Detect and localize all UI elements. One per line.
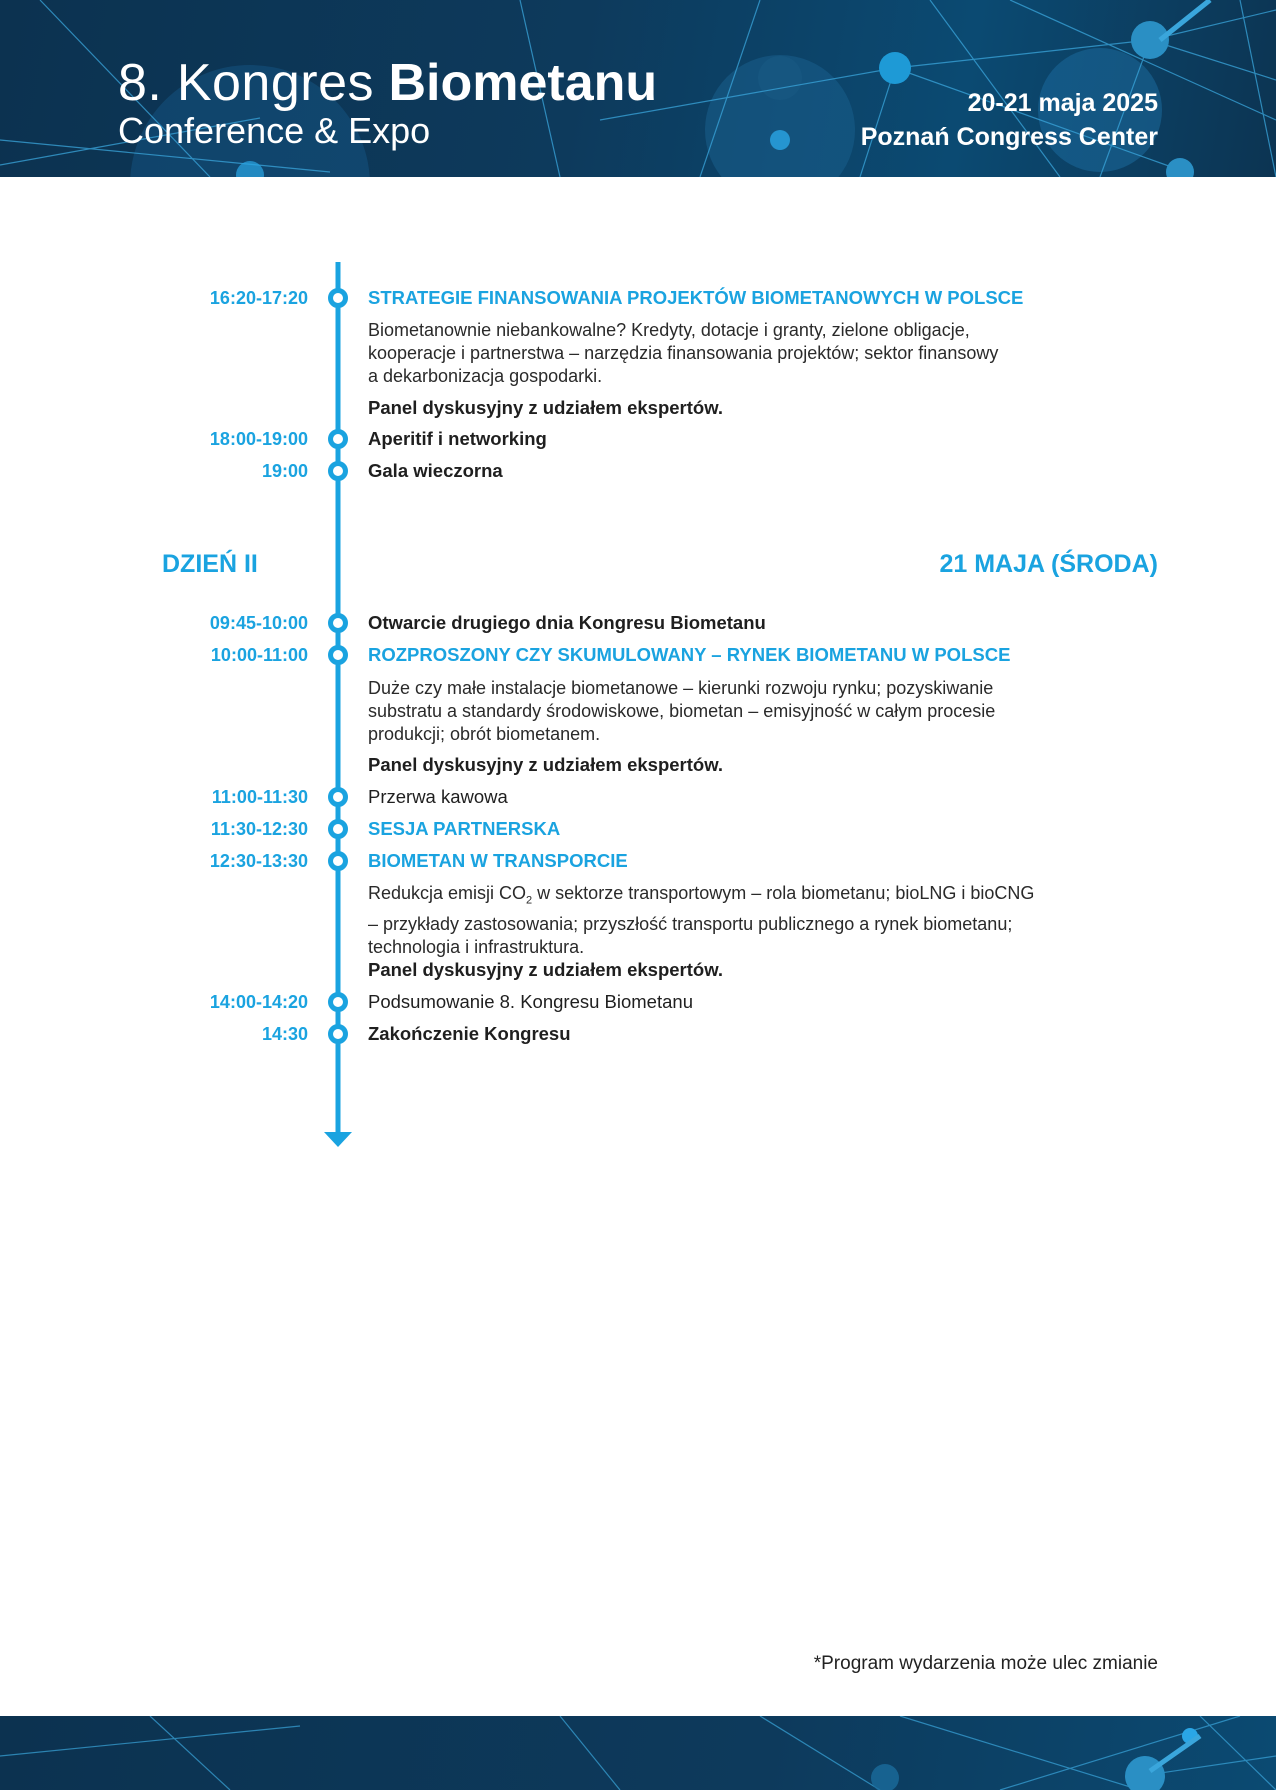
panel-note: Panel dyskusyjny z udziałem ekspertów. xyxy=(368,397,724,418)
agenda-title: Otwarcie drugiego dnia Kongresu Biometanu xyxy=(368,612,766,633)
agenda-title: Gala wieczorna xyxy=(368,460,503,481)
agenda-description xyxy=(368,882,1148,959)
event-dates: 20-21 maja 2025 xyxy=(967,89,1158,117)
panel-note: Panel dyskusyjny z udziałem ekspertów. xyxy=(368,959,724,980)
agenda-time: 12:30-13:30 xyxy=(209,851,308,871)
agenda-time: 16:20-17:20 xyxy=(209,288,308,308)
timeline-dot xyxy=(328,851,348,871)
description-line: substratu a standardy środowiskowe, biometan – emisyjność w całym procesie xyxy=(368,701,996,721)
timeline-dot xyxy=(328,429,348,449)
timeline-dot xyxy=(328,787,348,807)
timeline-dot xyxy=(328,1024,348,1044)
agenda-title: SESJA PARTNERSKA xyxy=(368,818,561,839)
timeline-dot xyxy=(328,288,348,308)
congress-word: Kongres xyxy=(176,54,375,112)
description-text: w sektorze transportowym – rola biometanu; bioLNG i bioCNG xyxy=(532,883,1035,903)
day-label: DZIEŃ II xyxy=(162,550,258,578)
footer-banner xyxy=(0,1716,1276,1790)
header-banner xyxy=(0,0,1276,177)
agenda-time: 11:00-11:30 xyxy=(211,787,308,807)
agenda-title: Zakończenie Kongresu xyxy=(368,1023,571,1044)
agenda-time: 19:00 xyxy=(261,461,308,481)
event-meta xyxy=(861,86,1158,154)
conference-subtitle: Conference & Expo xyxy=(118,110,431,151)
agenda-description xyxy=(368,319,1148,388)
agenda-time: 14:30 xyxy=(261,1024,308,1044)
agenda-time: 10:00-11:00 xyxy=(210,645,308,665)
description-text: Redukcja emisji CO xyxy=(368,883,527,903)
agenda-time: 14:00-14:20 xyxy=(209,992,308,1012)
agenda-title: ROZPROSZONY CZY SKUMULOWANY – RYNEK BIOMETANU W POLSCE xyxy=(368,644,1011,665)
timeline-dot xyxy=(328,819,348,839)
agenda-time: 18:00-19:00 xyxy=(209,429,308,449)
agenda-time: 11:30-12:30 xyxy=(210,819,308,839)
agenda-title: Przerwa kawowa xyxy=(368,786,508,807)
description-line: Duże czy małe instalacje biometanowe – kierunki rozwoju rynku; pozyskiwanie xyxy=(368,678,994,698)
timeline-dot xyxy=(328,461,348,481)
description-line: produkcji; obrót biometanem. xyxy=(368,724,601,744)
timeline-dot xyxy=(328,613,348,633)
description-line: – przykłady zastosowania; przyszłość transportu publicznego a rynek biometanu; xyxy=(368,913,1013,934)
day-date: 21 MAJA (ŚRODA) xyxy=(939,550,1158,578)
co2-subscript: 2 xyxy=(526,894,533,907)
timeline-dot xyxy=(328,992,348,1012)
network-pattern-graphic xyxy=(0,1716,1276,1790)
agenda-description xyxy=(368,677,1148,746)
program-change-note: *Program wydarzenia może ulec zmianie xyxy=(813,1653,1158,1674)
description-line: a dekarbonizacja gospodarki. xyxy=(368,366,603,386)
agenda-title: Podsumowanie 8. Kongresu Biometanu xyxy=(368,991,693,1012)
description-line: kooperacje i partnerstwa – narzędzia finansowania projektów; sektor finansowy xyxy=(368,343,999,363)
agenda-title: BIOMETAN W TRANSPORCIE xyxy=(368,850,628,871)
description-line xyxy=(368,882,1148,913)
description-line: Biometanownie niebankowalne? Kredyty, dotacje i granty, zielone obligacje, xyxy=(368,320,970,340)
panel-note: Panel dyskusyjny z udziałem ekspertów. xyxy=(368,754,724,775)
agenda-time: 09:45-10:00 xyxy=(209,613,308,633)
event-venue: Poznań Congress Center xyxy=(860,123,1158,151)
description-line: technologia i infrastruktura. xyxy=(368,936,585,957)
conference-brand xyxy=(118,56,657,150)
timeline-dot xyxy=(328,645,348,665)
agenda-title: STRATEGIE FINANSOWANIA PROJEKTÓW BIOMETANOWYCH W POLSCE xyxy=(368,287,1024,308)
agenda-title: Aperitif i networking xyxy=(368,428,547,449)
congress-name: Biometanu xyxy=(388,54,658,112)
congress-number: 8. xyxy=(118,54,163,112)
